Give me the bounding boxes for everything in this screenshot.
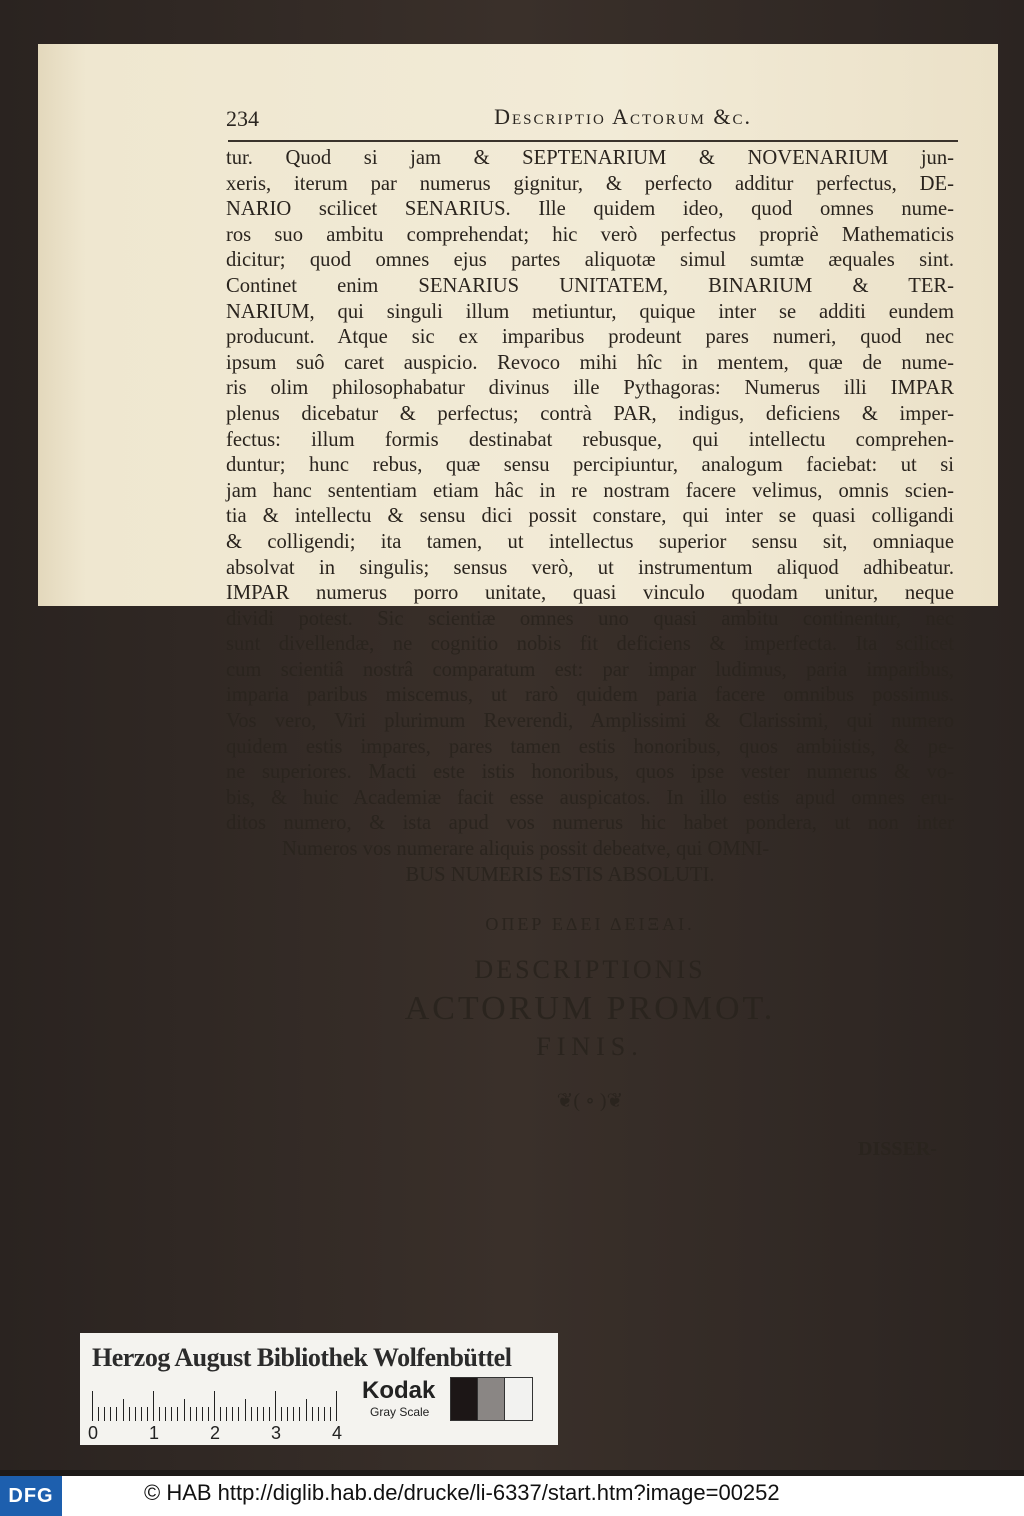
ruler-tick (98, 1407, 99, 1421)
body-text (226, 146, 954, 888)
ruler-tick (147, 1407, 148, 1421)
ruler-tick (257, 1407, 258, 1421)
ruler-tick (306, 1399, 307, 1421)
ruler-number: 2 (210, 1423, 221, 1443)
ruler-tick (263, 1407, 264, 1421)
ruler-tick (232, 1407, 233, 1421)
gray-scale-label: Gray Scale (370, 1405, 430, 1419)
ruler-tick (324, 1407, 325, 1421)
body-line: jam hanc sententiam etiam hâc in re nostram facere velimus, omnis scien- (226, 479, 954, 502)
body-line: quidem estis impares, pares tamen estis honoribus, quos ambiistis, & pe- (226, 735, 954, 758)
catchword: DISSER- (858, 1138, 937, 1160)
gray-swatch (504, 1377, 533, 1421)
body-line: bis, & huic Academiæ facit esse auspicatos. In illo estis apud omnes eru- (226, 786, 954, 809)
ruler-tick (312, 1407, 313, 1421)
ruler-tick (208, 1407, 209, 1421)
body-line: duntur; hunc rebus, quæ sensu percipiuntur, analogum faciebat: ut si (226, 454, 954, 477)
dfg-logo: DFG (0, 1476, 62, 1516)
body-line: NARIO scilicet SENARIUS. Ille quidem ideo, quod omnes nume- (226, 198, 954, 221)
ruler-tick (336, 1391, 337, 1421)
ruler-tick (245, 1399, 246, 1421)
ruler-number: 0 (88, 1423, 99, 1443)
ruler-tick (184, 1399, 185, 1421)
gray-swatch (450, 1377, 479, 1421)
body-line: Vos vero, Viri plurimum Reverendi, Amplissimi & Clarissimi, qui numero (226, 710, 954, 733)
ruler-tick (281, 1407, 282, 1421)
ruler-number: 4 (332, 1423, 343, 1443)
finis-line-1: DESCRIPTIONIS (474, 955, 706, 984)
closing-line: Numeros vos numerare aliquis possit debeatve, qui OMNI- (282, 838, 770, 861)
ruler-tick (177, 1407, 178, 1421)
body-line: ris olim philosophabatur divinus ille Pythagoras: Numerus illi IMPAR (226, 377, 954, 400)
ruler-tick (275, 1391, 276, 1421)
ruler-tick (318, 1407, 319, 1421)
footer-bar (0, 1476, 1024, 1516)
ruler-tick (287, 1407, 288, 1421)
ruler-tick (190, 1407, 191, 1421)
ruler-tick (104, 1407, 105, 1421)
body-line: tur. Quod si jam & SEPTENARIUM & NOVENARIUM jun- (226, 147, 954, 169)
body-line: ros suo ambitu comprehendat; hic verò perfectus propriè Mathematicis (226, 223, 954, 246)
body-line: absolvat in singulis; sensus verò, ut instrumentum aliquod adhibeatur. (226, 556, 954, 579)
running-title: Descriptio Actorum &c. (494, 104, 752, 129)
ruler-tick (202, 1407, 203, 1421)
ruler-tick (330, 1407, 331, 1421)
body-line: ipsum suô caret auspicio. Revoco mihi hîc in mentem, quæ de nume- (226, 351, 954, 374)
gray-swatch (477, 1377, 506, 1421)
body-line: ne superiores. Macti este istis honoribus, quos ipse vester numerus & vo- (226, 761, 954, 784)
ruler-number: 3 (271, 1423, 282, 1443)
credit-link[interactable]: © HAB http://diglib.hab.de/drucke/li-6337/start.htm?image=00252 (144, 1480, 780, 1505)
ruler-tick (135, 1407, 136, 1421)
ruler-tick (123, 1399, 124, 1421)
greek-line: ΟΠΕΡ ΕΔΕΙ ΔΕΙΞΑΙ. (485, 914, 695, 934)
ruler-tick (226, 1407, 227, 1421)
ruler-tick (214, 1391, 215, 1421)
ruler-tick (110, 1407, 111, 1421)
body-line: imparia paribus miscemus, ut rarò quidem paria facere omnibus possimus. (226, 684, 954, 707)
body-line: dicitur; quod omnes ejus partes aliquotæ simul sumtæ æquales sint. (226, 249, 954, 272)
body-line: plenus dicebatur & perfectus; contrà PAR, indigus, deficiens & imper- (226, 402, 954, 425)
body-line: xeris, iterum par numerus gignitur, & perfecto additur perfectus, DE- (226, 172, 954, 195)
ruler-tick (92, 1391, 93, 1421)
ruler-number: 1 (149, 1423, 160, 1443)
body-line: Continet enim SENARIUS UNITATEM, BINARIUM & TER- (226, 274, 954, 297)
ruler-tick (196, 1407, 197, 1421)
page-header (226, 104, 962, 134)
closing-line: BUS NUMERIS ESTIS ABSOLUTI. (405, 863, 715, 886)
library-name: Herzog August Bibliothek Wolfenbüttel (92, 1343, 512, 1372)
ruler-tick (141, 1407, 142, 1421)
ruler-tick (251, 1407, 252, 1421)
body-line: NARIUM, qui singuli illum metiuntur, quique inter se additi eundem (226, 300, 954, 323)
page-number: 234 (226, 106, 259, 131)
body-line: fectus: illum formis destinabat rebusque, qui intellectu comprehen- (226, 428, 954, 451)
ruler-tick (269, 1407, 270, 1421)
ornament: ❦( ∘ )❦ (556, 1090, 624, 1112)
ruler-tick (299, 1407, 300, 1421)
ruler (92, 1385, 344, 1421)
ruler-tick (293, 1407, 294, 1421)
ruler-tick (116, 1407, 117, 1421)
finis-line-3: FINIS. (536, 1032, 644, 1061)
body-line: cum scientiâ nostrâ comparatum est: par impar ludimus, paria imparibus, (226, 658, 954, 681)
ruler-tick (220, 1407, 221, 1421)
body-line: sunt divellendæ, ne cognitio nobis fit deficiens & imperfecta. Ita scilicet (226, 633, 954, 656)
kodak-logo: Kodak (362, 1377, 436, 1404)
header-rule (228, 140, 958, 142)
library-card (80, 1333, 558, 1445)
ruler-tick (153, 1391, 154, 1421)
body-line: tia & intellectu & sensu dici possit constare, qui inter se quasi colligandi (226, 505, 954, 528)
ruler-tick (159, 1407, 160, 1421)
body-line: IMPAR numerus porro unitate, quasi vinculo quodam unitur, neque (226, 582, 954, 605)
body-line: dividi potest. Sic scientiæ omnes uno quasi ambitu continentur, nec (226, 607, 954, 630)
finis-line-2: ACTORUM PROMOT. (404, 990, 776, 1027)
body-line: producunt. Atque sic ex imparibus prodeunt pares numeri, quod nec (226, 326, 954, 349)
body-line: & colligendi; ita tamen, ut intellectus superior sensu sit, omniaque (226, 530, 954, 553)
ruler-tick (165, 1407, 166, 1421)
ruler-tick (238, 1407, 239, 1421)
body-line: ditos numero, & ista apud vos numerus hic habet pondera, ut non inter (226, 812, 954, 835)
ruler-tick (171, 1407, 172, 1421)
ruler-tick (129, 1407, 130, 1421)
